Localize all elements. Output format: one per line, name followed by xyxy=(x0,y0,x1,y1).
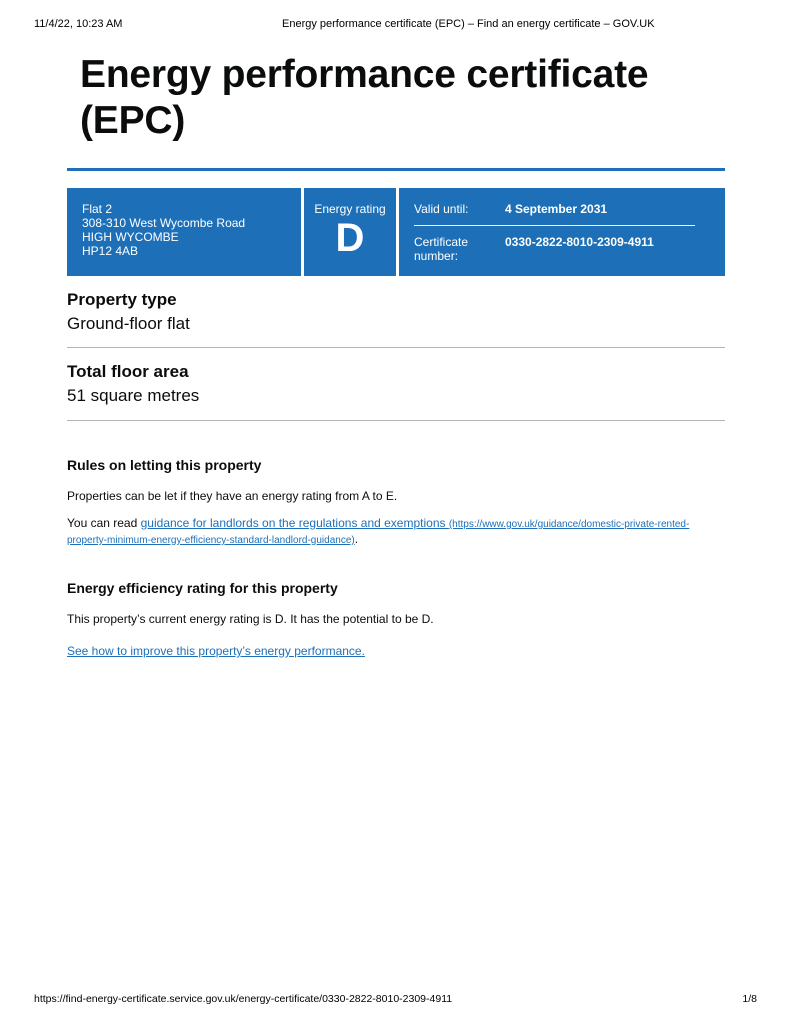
energy-rating-label: Energy rating xyxy=(314,202,386,216)
landlord-guidance-paragraph xyxy=(67,516,717,548)
certificate-number-value: 0330-2822-8010-2309-4911 xyxy=(505,235,654,249)
improve-energy-performance-link[interactable]: See how to improve this property’s energy performance. xyxy=(67,644,365,658)
certificate-details xyxy=(399,188,725,276)
property-type-value: Ground-floor flat xyxy=(67,314,190,333)
certificate-label-line: number: xyxy=(414,249,459,263)
print-date: 11/4/22, 10:23 AM xyxy=(34,18,123,30)
print-footer xyxy=(34,993,757,1007)
details-divider xyxy=(414,225,695,226)
certificate-summary xyxy=(67,188,725,276)
floor-area-heading: Total floor area xyxy=(67,362,189,381)
energy-rating-letter: D xyxy=(335,216,365,260)
page-number: 1/8 xyxy=(742,993,757,1005)
energy-efficiency-heading: Energy efficiency rating for this property xyxy=(67,580,338,596)
energy-rating-box xyxy=(304,188,396,276)
section-divider xyxy=(67,347,725,348)
property-type-section xyxy=(67,289,725,335)
print-url: https://find-energy-certificate.service.gov.uk/energy-certificate/0330-2822-8010-2309-4911 xyxy=(34,993,453,1005)
valid-until-value: 4 September 2031 xyxy=(505,202,608,216)
print-header xyxy=(34,18,757,32)
energy-efficiency-paragraph: This property’s current energy rating is D. It has the potential to be D. xyxy=(67,612,434,626)
property-type-heading: Property type xyxy=(67,290,177,309)
guidance-suffix: . xyxy=(354,532,359,546)
improve-link-container xyxy=(67,644,717,659)
valid-until-label: Valid until: xyxy=(414,202,469,216)
address-line: HP12 4AB xyxy=(82,244,139,258)
landlord-guidance-link[interactable] xyxy=(67,516,689,546)
title-divider xyxy=(67,168,725,171)
address-line: HIGH WYCOMBE xyxy=(82,230,179,244)
letting-rules-paragraph: Properties can be let if they have an energy rating from A to E. xyxy=(67,489,398,503)
certificate-number-row xyxy=(414,235,695,263)
floor-area-value: 51 square metres xyxy=(67,386,200,405)
property-address xyxy=(67,188,301,276)
landlord-guidance-link-url: (https://www.gov.uk/guidance/domestic-private-rented-property-minimum-energy-efficiency-standard-landlord-guidance) xyxy=(67,519,690,546)
certificate-number-label xyxy=(414,235,505,263)
floor-area-section xyxy=(67,361,725,407)
page-title: Energy performance certificate (EPC) xyxy=(80,53,649,142)
address-line: Flat 2 xyxy=(82,202,113,216)
guidance-prefix: You can read xyxy=(67,516,141,530)
letting-rules-heading: Rules on letting this property xyxy=(67,457,262,473)
print-document-title: Energy performance certificate (EPC) – Find an energy certificate – GOV.UK xyxy=(282,18,655,30)
certificate-label-line: Certificate xyxy=(414,235,469,249)
address-line: 308-310 West Wycombe Road xyxy=(82,216,246,230)
section-divider xyxy=(67,420,725,421)
landlord-guidance-link-text: guidance for landlords on the regulations and exemptions xyxy=(140,516,446,530)
valid-until-row xyxy=(414,202,695,216)
